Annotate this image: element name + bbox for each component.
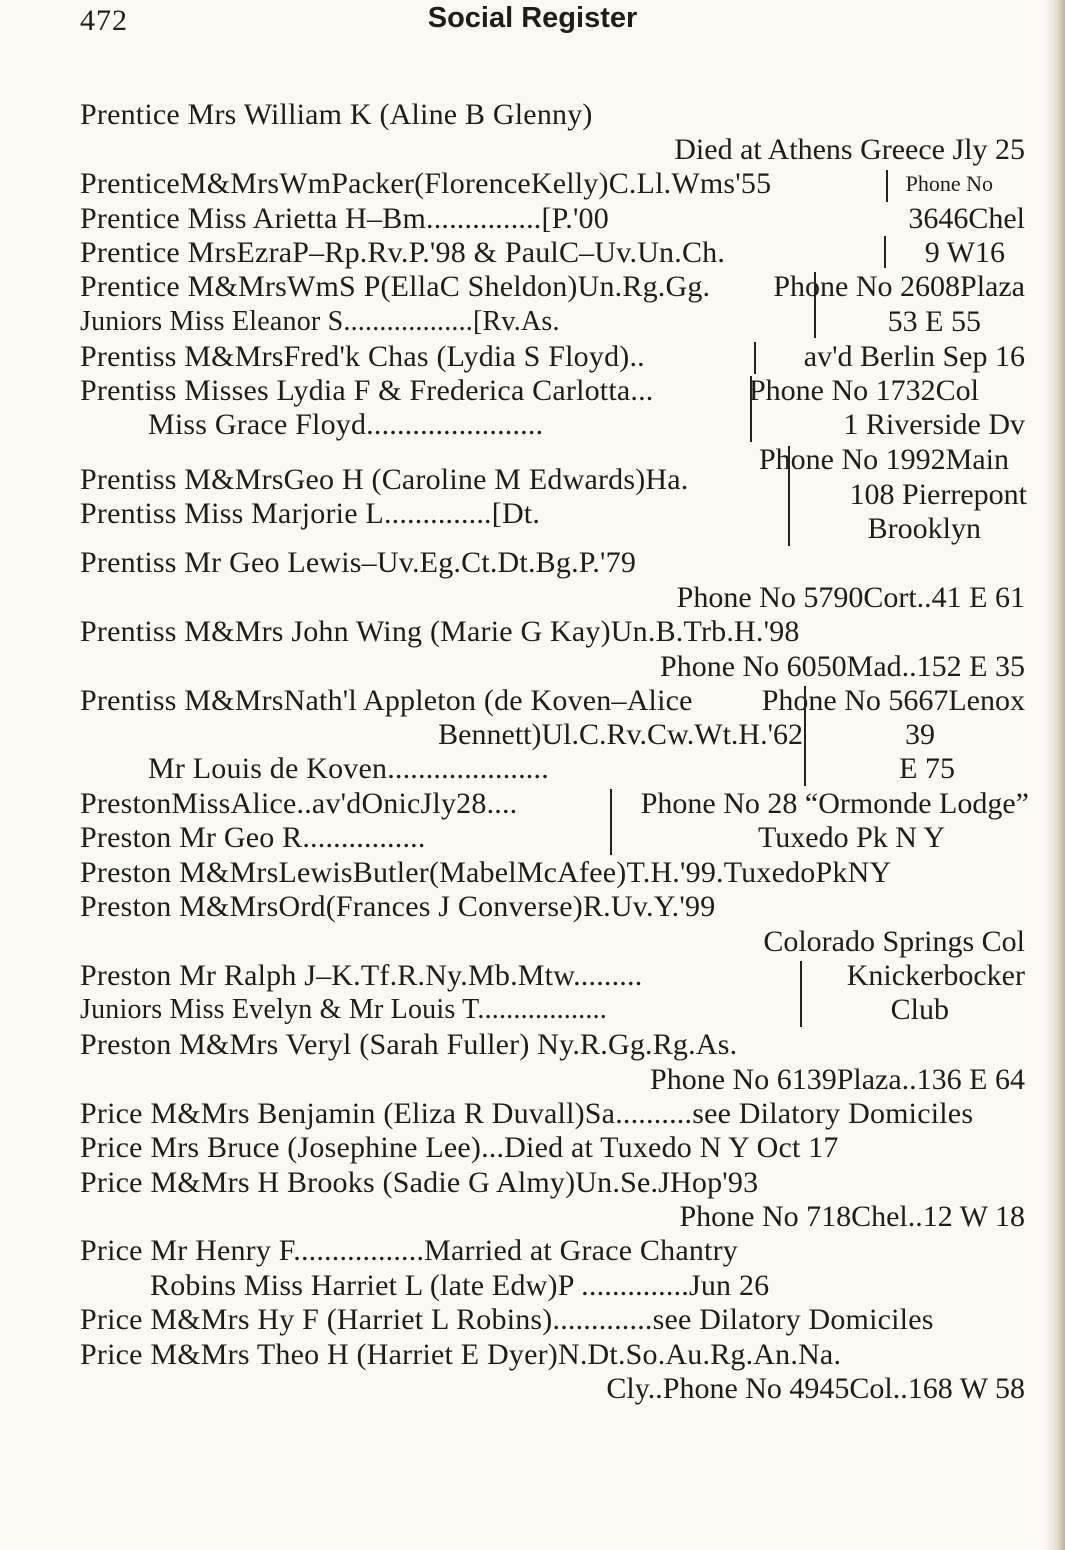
entry-line: Miss Grace Floyd....................... [148,408,544,441]
column-rule [788,446,790,546]
address-line: Brooklyn [867,512,981,545]
entry-line: Price Mrs Bruce (Josephine Lee)...Died at Tuxedo N Y Oct 17 [80,1131,839,1164]
address-line: Club [890,993,949,1026]
column-rule [750,376,752,442]
column-rule [754,342,756,374]
address-line: 53 E 55 [887,305,981,338]
entry-line: Juniors Miss Evelyn & Mr Louis T.................. [80,994,607,1025]
address-line: Colorado Springs Col [763,925,1025,958]
address-line: 108 Pierrepont [849,478,1027,511]
entry-line: Prentiss M&MrsNath'l Appleton (de Koven–Alice [80,684,693,717]
address-line: Phone No 5667Lenox [761,684,1025,717]
entry-line: Robins Miss Harriet L (late Edw)P ..............Jun 26 [150,1269,770,1302]
phone-label: Phone No [905,171,993,196]
entry-line: Died at Athens Greece Jly 25 [674,133,1025,166]
address-line: Phone No 718Chel..12 W 18 [679,1200,1025,1233]
address-line: Phone No 1992Main [759,443,1009,476]
address-line: Phone No 28 “Ormonde Lodge” [640,787,1029,820]
entry-line: Bennett)Ul.C.Rv.Cw.Wt.H.'62 [438,718,803,751]
entry-line: Prentice MrsEzraP–Rp.Rv.P.'98 & PaulC–Uv.Un.Ch. [80,236,726,269]
address-line: av'd Berlin Sep 16 [803,340,1025,373]
column-rule [610,789,612,855]
page-title: Social Register [427,2,638,34]
page-edge [1051,0,1065,1550]
column-rule [814,272,816,338]
entry-line: Preston Mr Geo R................ [80,821,426,854]
entry-line: PrenticeM&MrsWmPacker(FlorenceKelly)C.Ll.Wms'55 [80,167,772,200]
address-line: Phone No 6139Plaza..136 E 64 [650,1063,1025,1096]
entry-line: Preston M&Mrs Veryl (Sarah Fuller) Ny.R.Gg.Rg.As. [80,1028,738,1061]
entry-line: Prentice M&MrsWmS P(EllaC Sheldon)Un.Rg.Gg. [80,270,711,303]
address-line: Cly..Phone No 4945Col..168 W 58 [606,1372,1025,1405]
entry-line: Price M&Mrs Hy F (Harriet L Robins).............see Dilatory Domiciles [80,1303,934,1336]
entry-line: Prentice Mrs William K (Aline B Glenny) [80,98,593,131]
entry-line: Price M&Mrs Benjamin (Eliza R Duvall)Sa..........see Dilatory Domiciles [80,1097,974,1130]
entry-line: Preston M&MrsLewisButler(MabelMcAfee)T.H.'99.TuxedoPkNY [80,856,892,889]
address-line: 1 Riverside Dv [843,408,1025,441]
address-line: Phone No 2608Plaza [773,270,1025,303]
entry-line: Price M&Mrs H Brooks (Sadie G Almy)Un.Se.JHop'93 [80,1166,759,1199]
entry-line: Prentiss M&Mrs John Wing (Marie G Kay)Un.B.Trb.H.'98 [80,615,800,648]
entry-line: Juniors Miss Eleanor S..................[Rv.As. [80,306,560,337]
address-line: Phone No 5790Cort..41 E 61 [676,581,1025,614]
entry-line: Preston Mr Ralph J–K.Tf.R.Ny.Mb.Mtw......... [80,959,643,992]
column-rule [800,961,802,1027]
entry-line: Prentiss M&MrsFred'k Chas (Lydia S Floyd).. [80,340,645,373]
entry-line: Prentiss Mr Geo Lewis–Uv.Eg.Ct.Dt.Bg.P.'79 [80,546,637,579]
entry-line: Prentiss Miss Marjorie L..............[Dt. [80,497,541,530]
entry-line: Prentiss Misses Lydia F & Frederica Carlotta... [80,374,654,407]
address-line: Tuxedo Pk N Y [758,821,945,854]
entry-line: Prentiss M&MrsGeo H (Caroline M Edwards)Ha. [80,463,689,496]
address-line: Phone No 6050Mad..152 E 35 [660,650,1025,683]
address-line: 9 W16 [924,236,1005,269]
page-edge-shadow [1045,0,1051,1550]
entry-line: Price Mr Henry F.................Married at Grace Chantry [80,1234,738,1267]
column-rule [884,236,886,268]
column-rule [804,686,806,786]
entry-line: PrestonMissAlice..av'dOnicJly28.... [80,787,518,820]
address-line: 39 [905,718,935,751]
entry-line: Mr Louis de Koven..................... [148,752,549,785]
entry-line: Price M&Mrs Theo H (Harriet E Dyer)N.Dt.So.Au.Rg.An.Na. [80,1338,842,1371]
address-line: Phone No 1732Col [748,374,979,407]
entry-line: Prentice Miss Arietta H–Bm...............[P.'00 [80,202,609,235]
page-number: 472 [80,4,128,37]
entry-line: Preston M&MrsOrd(Frances J Converse)R.Uv.Y.'99 [80,890,716,923]
column-rule [886,170,888,202]
address-line: 3646Chel [908,202,1025,235]
address-line: E 75 [899,752,955,785]
address-line: Knickerbocker [846,959,1025,992]
